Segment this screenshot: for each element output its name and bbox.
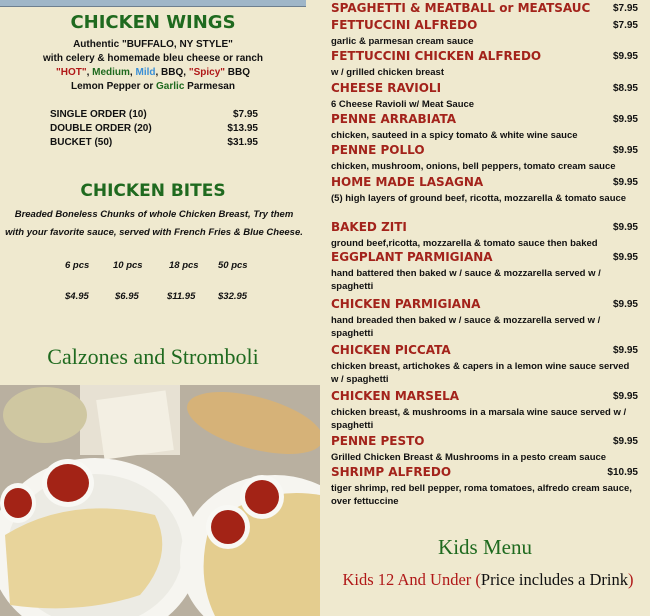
menu-item-header — [331, 18, 638, 32]
flavor-text: Mild — [135, 67, 156, 78]
flavor-text: "Spicy" — [188, 67, 225, 78]
bites-count: 6 pcs — [65, 260, 90, 271]
size-label: DOUBLE ORDER (20) — [50, 123, 152, 134]
flavor-text: , — [129, 67, 136, 78]
size-label: BUCKET (50) — [50, 137, 113, 148]
menu-item-price: $10.95 — [607, 467, 638, 478]
menu-item-desc: chicken breast, artichokes & capers in a lemon wine sauce served w / spaghetti — [331, 361, 650, 385]
bites-price: $4.95 — [65, 291, 89, 302]
wings-line-4a: Lemon Pepper or — [71, 81, 157, 92]
wings-flavors — [0, 67, 306, 78]
menu-item-price: $9.95 — [612, 391, 638, 402]
wings-sizes — [50, 109, 258, 151]
menu-item-header — [331, 175, 638, 189]
wings-line-4 — [0, 81, 306, 92]
kids-sub-a: Kids 12 And Under ( — [342, 570, 481, 589]
right-column — [320, 0, 650, 616]
wings-line-4b: Garlic — [156, 81, 185, 92]
menu-item-name: PENNE PESTO — [331, 434, 425, 448]
size-row — [50, 123, 258, 137]
size-row — [50, 109, 258, 123]
menu-item-price: $9.95 — [612, 51, 638, 62]
menu-item-price: $9.95 — [612, 114, 638, 125]
menu-item-desc: Grilled Chicken Breast & Mushrooms in a pesto cream sauce — [331, 452, 607, 463]
bites-title: CHICKEN BITES — [80, 181, 226, 201]
menu-item-name: CHICKEN PICCATA — [331, 343, 451, 357]
menu-item-price: $9.95 — [612, 299, 638, 310]
menu-item-price: $7.95 — [612, 20, 638, 31]
menu-item-name: EGGPLANT PARMIGIANA — [331, 250, 493, 264]
size-row — [50, 137, 258, 151]
wings-title: CHICKEN WINGS — [70, 12, 236, 33]
menu-item-header — [331, 297, 638, 311]
menu-item-price: $9.95 — [612, 145, 638, 156]
wings-line-1: Authentic "BUFFALO, NY STYLE" — [73, 39, 233, 50]
menu-item-name: SPAGHETTI & MEATBALL or MEATSAUC — [331, 1, 591, 15]
size-price: $13.95 — [227, 123, 258, 134]
menu-item-desc: chicken, sauteed in a spicy tomato & white wine sauce — [331, 130, 578, 141]
menu-item-desc: chicken, mushroom, onions, bell peppers, tomato cream sauce — [331, 161, 616, 172]
menu-item-price: $7.95 — [612, 3, 638, 14]
menu-item-price: $9.95 — [612, 222, 638, 233]
menu-item-desc: (5) high layers of ground beef, ricotta, mozzarella & tomato sauce — [331, 193, 627, 204]
bites-count: 50 pcs — [218, 260, 248, 271]
menu-item — [331, 81, 638, 111]
wings-line-4c: Parmesan — [184, 81, 235, 92]
menu-item-price: $9.95 — [612, 345, 638, 356]
flavor-text: BBQ — [225, 67, 250, 78]
calzones-title: Calzones and Stromboli — [47, 344, 259, 369]
kids-subtitle — [338, 567, 638, 592]
menu-item-header — [331, 81, 638, 95]
menu-item — [331, 49, 638, 79]
bites-price: $11.95 — [167, 291, 196, 302]
menu-item-header — [331, 143, 638, 157]
menu-item-header — [331, 220, 638, 234]
top-strip — [0, 0, 306, 7]
menu-item-desc: hand breaded then baked w / sauce & mozzarella served w / spaghetti — [331, 315, 603, 339]
menu-item-name: CHICKEN PARMIGIANA — [331, 297, 481, 311]
menu-item — [331, 434, 638, 464]
bites-price: $32.95 — [218, 291, 248, 302]
menu-item-desc: garlic & parmesan cream sauce — [331, 36, 474, 47]
menu-item-name: SHRIMP ALFREDO — [331, 465, 452, 479]
menu-item — [331, 297, 638, 340]
size-label: SINGLE ORDER (10) — [50, 109, 147, 120]
menu-item — [331, 389, 638, 432]
menu-item-header — [331, 434, 638, 448]
wings-line-2: with celery & homemade bleu cheese or ranch — [42, 53, 264, 64]
menu-item-header — [331, 112, 638, 126]
bites-desc: Breaded Boneless Chunks of whole Chicken Breast, Try them with your favorite sauce, served with French Fries & Blue Cheese. — [5, 209, 303, 238]
calzone-photo-art — [0, 385, 320, 616]
menu-item-header — [331, 343, 638, 357]
menu-item-name: HOME MADE LASAGNA — [331, 175, 484, 189]
menu-item-header — [331, 1, 638, 15]
menu-item-desc: w / grilled chicken breast — [331, 67, 444, 78]
flavor-text: , — [86, 67, 93, 78]
menu-item-price: $9.95 — [612, 436, 638, 447]
menu-item — [331, 250, 638, 293]
menu-item-header — [331, 389, 638, 403]
kids-sub-b: Price includes a Drink — [480, 570, 628, 589]
menu-item-header — [331, 49, 638, 63]
menu-item-name: FETTUCCINI ALFREDO — [331, 18, 478, 32]
menu-item — [331, 112, 638, 142]
kids-title: Kids Menu — [438, 535, 532, 559]
menu-item-name: FETTUCCINI CHICKEN ALFREDO — [331, 49, 542, 63]
menu-item-header — [331, 250, 638, 264]
menu-item-desc: ground beef,ricotta, mozzarella & tomato sauce then baked — [331, 238, 598, 249]
menu-item-name: PENNE POLLO — [331, 143, 425, 157]
menu-item-price: $9.95 — [612, 177, 638, 188]
bites-count: 10 pcs — [113, 260, 143, 271]
menu-item — [331, 465, 638, 508]
menu-item — [331, 18, 638, 48]
menu-item-header — [331, 465, 638, 479]
menu-item-name: CHEESE RAVIOLI — [331, 81, 442, 95]
size-price: $7.95 — [232, 109, 258, 120]
left-column — [0, 0, 320, 616]
menu-item — [331, 175, 638, 205]
menu-item — [331, 220, 638, 250]
bites-count: 18 pcs — [169, 260, 199, 271]
menu-item-price: $9.95 — [612, 252, 638, 263]
menu-item — [331, 143, 638, 173]
menu-item-name: BAKED ZITI — [331, 220, 407, 234]
flavor-text: Medium — [92, 67, 130, 78]
menu-item-desc: hand battered then baked w / sauce & mozzarella served w / spaghetti — [331, 268, 604, 292]
kids-sub-c: ) — [628, 570, 634, 589]
menu-item-desc: chicken breast, & mushrooms in a marsala wine sauce served w / spaghetti — [331, 407, 629, 431]
calzone-photo — [0, 385, 320, 616]
bites-price: $6.95 — [115, 291, 139, 302]
menu-item-name: CHICKEN MARSELA — [331, 389, 460, 403]
flavor-text: , BBQ, — [155, 67, 189, 78]
flavor-text: "HOT" — [55, 67, 87, 78]
menu-item — [331, 1, 638, 15]
menu-item — [331, 343, 650, 386]
size-price: $31.95 — [227, 137, 258, 148]
menu-item-name: PENNE ARRABIATA — [331, 112, 457, 126]
menu-item-desc: tiger shrimp, red bell pepper, roma tomatoes, alfredo cream sauce, over fettuccine — [331, 483, 635, 507]
menu-item-desc: 6 Cheese Ravioli w/ Meat Sauce — [331, 99, 475, 110]
menu-item-price: $8.95 — [612, 83, 638, 94]
